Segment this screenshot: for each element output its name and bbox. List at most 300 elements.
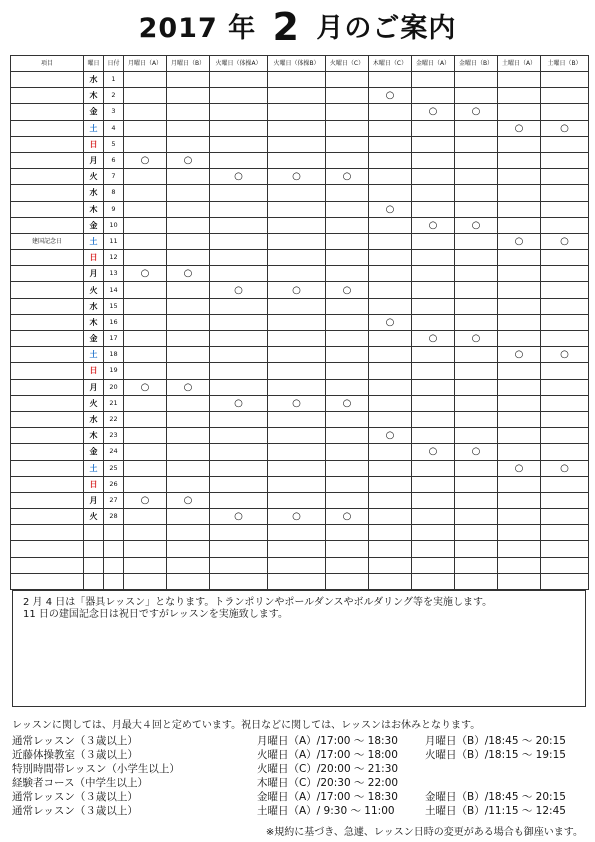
empty-cell <box>124 136 167 152</box>
date-cell: 12 <box>104 250 124 266</box>
empty-cell <box>498 525 541 541</box>
empty-cell <box>455 411 498 427</box>
weekday-cell: 月 <box>84 266 104 282</box>
empty-cell <box>369 136 412 152</box>
empty-cell <box>268 233 326 249</box>
column-header: 月曜日（A） <box>124 56 167 72</box>
empty-cell <box>498 266 541 282</box>
date-cell: 19 <box>104 363 124 379</box>
table-row <box>11 104 589 120</box>
empty-cell <box>541 573 589 589</box>
lesson-mark: ○ <box>124 379 167 395</box>
empty-cell <box>412 250 455 266</box>
weekday-cell: 木 <box>84 314 104 330</box>
empty-cell <box>412 379 455 395</box>
empty-cell <box>455 492 498 508</box>
empty-cell <box>124 460 167 476</box>
empty-cell <box>498 136 541 152</box>
lesson-mark: ○ <box>326 395 369 411</box>
lesson-mark: ○ <box>369 314 412 330</box>
empty-cell <box>541 282 589 298</box>
empty-cell <box>369 233 412 249</box>
date-cell: 5 <box>104 136 124 152</box>
empty-cell <box>412 201 455 217</box>
empty-cell <box>369 250 412 266</box>
lesson-mark: ○ <box>326 282 369 298</box>
empty-cell <box>369 379 412 395</box>
empty-cell <box>210 314 268 330</box>
empty-cell <box>498 185 541 201</box>
empty-cell <box>455 395 498 411</box>
empty-cell <box>412 282 455 298</box>
table-row <box>11 395 589 411</box>
empty-cell <box>268 314 326 330</box>
empty-cell <box>369 444 412 460</box>
table-row <box>11 250 589 266</box>
empty-cell <box>369 509 412 525</box>
date-cell: 15 <box>104 298 124 314</box>
lesson-rule-text: レッスンに関しては、月最大４回と定めています。祝日などに関しては、レッスンはお休みとなります。 <box>12 720 481 731</box>
item-cell: 建国記念日 <box>11 233 84 249</box>
empty-cell <box>268 217 326 233</box>
lesson-mark: ○ <box>167 379 210 395</box>
empty-cell <box>541 525 589 541</box>
empty-cell <box>369 72 412 88</box>
empty-cell <box>412 266 455 282</box>
empty-cell <box>541 492 589 508</box>
lesson-mark: ○ <box>412 104 455 120</box>
date-cell <box>104 557 124 573</box>
lesson-calendar-table <box>10 55 589 590</box>
empty-cell <box>412 476 455 492</box>
empty-cell <box>167 444 210 460</box>
item-cell <box>11 136 84 152</box>
empty-cell <box>369 476 412 492</box>
empty-cell <box>326 314 369 330</box>
lesson-mark: ○ <box>369 88 412 104</box>
empty-cell <box>541 104 589 120</box>
table-row <box>11 88 589 104</box>
lesson-mark: ○ <box>167 266 210 282</box>
empty-cell <box>124 347 167 363</box>
empty-cell <box>167 250 210 266</box>
empty-cell <box>541 217 589 233</box>
empty-cell <box>167 104 210 120</box>
empty-cell <box>369 492 412 508</box>
lesson-mark: ○ <box>210 509 268 525</box>
column-header: 土曜日（A） <box>498 56 541 72</box>
empty-cell <box>210 104 268 120</box>
column-header: 火曜日（C） <box>326 56 369 72</box>
item-cell <box>11 557 84 573</box>
empty-cell <box>167 460 210 476</box>
empty-cell <box>541 428 589 444</box>
table-row <box>11 476 589 492</box>
empty-cell <box>455 250 498 266</box>
empty-cell <box>210 428 268 444</box>
lesson-mark: ○ <box>210 169 268 185</box>
empty-cell <box>369 185 412 201</box>
column-header: 金曜日（A） <box>412 56 455 72</box>
date-cell: 1 <box>104 72 124 88</box>
empty-cell <box>167 411 210 427</box>
empty-cell <box>124 557 167 573</box>
empty-cell <box>210 411 268 427</box>
schedule-time-2: 月曜日（B）/18:45 ～ 20:15 <box>425 735 566 747</box>
schedule-course-name: 特別時間帯レッスン（小学生以上） <box>12 763 180 775</box>
empty-cell <box>455 185 498 201</box>
item-cell <box>11 314 84 330</box>
item-cell <box>11 104 84 120</box>
empty-cell <box>369 541 412 557</box>
schedule-course-name: 通常レッスン（３歳以上） <box>12 805 138 817</box>
empty-cell <box>455 557 498 573</box>
empty-cell <box>210 331 268 347</box>
empty-cell <box>210 573 268 589</box>
empty-cell <box>498 379 541 395</box>
weekday-cell: 木 <box>84 201 104 217</box>
empty-cell <box>412 314 455 330</box>
empty-cell <box>541 411 589 427</box>
notice-box <box>12 590 586 707</box>
title-year: 2017 年 <box>138 13 257 44</box>
empty-cell <box>326 136 369 152</box>
empty-cell <box>498 152 541 168</box>
lesson-mark: ○ <box>268 395 326 411</box>
empty-cell <box>412 557 455 573</box>
empty-cell <box>541 541 589 557</box>
empty-cell <box>210 476 268 492</box>
schedule-course-name: 経験者コース（中学生以上） <box>12 777 148 789</box>
empty-cell <box>268 557 326 573</box>
date-cell <box>104 525 124 541</box>
empty-cell <box>541 266 589 282</box>
weekday-cell: 月 <box>84 379 104 395</box>
empty-cell <box>124 169 167 185</box>
lesson-mark: ○ <box>412 444 455 460</box>
empty-cell <box>210 217 268 233</box>
empty-cell <box>268 266 326 282</box>
empty-cell <box>541 509 589 525</box>
table-row <box>11 460 589 476</box>
empty-cell <box>268 201 326 217</box>
empty-cell <box>498 104 541 120</box>
empty-cell <box>124 72 167 88</box>
weekday-cell <box>84 541 104 557</box>
date-cell: 27 <box>104 492 124 508</box>
empty-cell <box>369 331 412 347</box>
date-cell: 28 <box>104 509 124 525</box>
empty-cell <box>124 525 167 541</box>
empty-cell <box>210 152 268 168</box>
lesson-mark: ○ <box>541 120 589 136</box>
item-cell <box>11 217 84 233</box>
empty-cell <box>541 185 589 201</box>
empty-cell <box>541 169 589 185</box>
empty-cell <box>326 460 369 476</box>
empty-cell <box>124 509 167 525</box>
schedule-course-name: 通常レッスン（３歳以上） <box>12 735 138 747</box>
item-cell <box>11 185 84 201</box>
empty-cell <box>369 573 412 589</box>
item-cell <box>11 282 84 298</box>
empty-cell <box>498 217 541 233</box>
empty-cell <box>124 411 167 427</box>
empty-cell <box>541 363 589 379</box>
empty-cell <box>210 72 268 88</box>
table-row <box>11 557 589 573</box>
empty-cell <box>124 363 167 379</box>
weekday-cell: 金 <box>84 104 104 120</box>
title-suffix: 月のご案内 <box>316 13 457 44</box>
column-header: 土曜日（B） <box>541 56 589 72</box>
empty-cell <box>498 395 541 411</box>
schedule-row <box>12 748 587 762</box>
lesson-mark: ○ <box>412 331 455 347</box>
empty-cell <box>210 557 268 573</box>
weekday-cell: 土 <box>84 120 104 136</box>
table-row <box>11 411 589 427</box>
date-cell: 17 <box>104 331 124 347</box>
empty-cell <box>268 444 326 460</box>
table-row <box>11 201 589 217</box>
table-row <box>11 363 589 379</box>
empty-cell <box>210 298 268 314</box>
weekday-cell: 水 <box>84 185 104 201</box>
item-cell <box>11 525 84 541</box>
lesson-mark: ○ <box>167 492 210 508</box>
empty-cell <box>455 314 498 330</box>
date-cell: 4 <box>104 120 124 136</box>
date-cell: 2 <box>104 88 124 104</box>
empty-cell <box>268 411 326 427</box>
empty-cell <box>369 363 412 379</box>
empty-cell <box>124 88 167 104</box>
empty-cell <box>412 492 455 508</box>
empty-cell <box>369 217 412 233</box>
empty-cell <box>541 476 589 492</box>
weekday-cell: 火 <box>84 395 104 411</box>
column-header: 曜日 <box>84 56 104 72</box>
schedule-time-1: 火曜日（A）/17:00 ～ 18:00 <box>257 749 398 761</box>
date-cell: 10 <box>104 217 124 233</box>
weekday-cell <box>84 557 104 573</box>
empty-cell <box>167 282 210 298</box>
schedule-time-1: 火曜日（C）/20:00 ～ 21:30 <box>257 763 399 775</box>
lesson-schedule <box>12 734 587 818</box>
empty-cell <box>326 88 369 104</box>
empty-cell <box>369 169 412 185</box>
item-cell <box>11 266 84 282</box>
table-row <box>11 314 589 330</box>
empty-cell <box>455 136 498 152</box>
page-title <box>0 5 595 49</box>
table-row <box>11 266 589 282</box>
empty-cell <box>167 347 210 363</box>
empty-cell <box>326 573 369 589</box>
date-cell: 3 <box>104 104 124 120</box>
item-cell <box>11 298 84 314</box>
schedule-time-2: 金曜日（B）/18:45 ～ 20:15 <box>425 791 566 803</box>
empty-cell <box>412 347 455 363</box>
empty-cell <box>412 233 455 249</box>
empty-cell <box>455 88 498 104</box>
weekday-cell: 金 <box>84 217 104 233</box>
empty-cell <box>326 152 369 168</box>
empty-cell <box>498 363 541 379</box>
empty-cell <box>369 347 412 363</box>
lesson-mark: ○ <box>369 428 412 444</box>
lesson-mark: ○ <box>369 201 412 217</box>
empty-cell <box>326 557 369 573</box>
empty-cell <box>455 476 498 492</box>
empty-cell <box>124 331 167 347</box>
empty-cell <box>326 233 369 249</box>
empty-cell <box>268 525 326 541</box>
table-row <box>11 379 589 395</box>
empty-cell <box>455 298 498 314</box>
date-cell: 16 <box>104 314 124 330</box>
column-header: 木曜日（C） <box>369 56 412 72</box>
empty-cell <box>326 411 369 427</box>
empty-cell <box>167 395 210 411</box>
empty-cell <box>124 233 167 249</box>
empty-cell <box>412 152 455 168</box>
date-cell: 11 <box>104 233 124 249</box>
lesson-mark: ○ <box>455 331 498 347</box>
lesson-mark: ○ <box>498 460 541 476</box>
empty-cell <box>498 282 541 298</box>
item-cell <box>11 541 84 557</box>
title-month: 2 <box>272 5 300 49</box>
item-cell <box>11 363 84 379</box>
empty-cell <box>455 347 498 363</box>
date-cell: 7 <box>104 169 124 185</box>
table-row <box>11 152 589 168</box>
empty-cell <box>369 298 412 314</box>
empty-cell <box>167 201 210 217</box>
empty-cell <box>369 525 412 541</box>
footer-note: ※規約に基づき、急遽、レッスン日時の変更がある場合も御座います。 <box>265 827 583 838</box>
empty-cell <box>326 363 369 379</box>
empty-cell <box>268 298 326 314</box>
lesson-mark: ○ <box>455 217 498 233</box>
schedule-course-name: 通常レッスン（３歳以上） <box>12 791 138 803</box>
empty-cell <box>412 120 455 136</box>
schedule-time-1: 土曜日（A）/ 9:30 ～ 11:00 <box>257 805 395 817</box>
empty-cell <box>541 88 589 104</box>
empty-cell <box>498 201 541 217</box>
empty-cell <box>412 169 455 185</box>
weekday-cell: 木 <box>84 88 104 104</box>
empty-cell <box>167 476 210 492</box>
empty-cell <box>412 525 455 541</box>
table-row <box>11 492 589 508</box>
empty-cell <box>210 266 268 282</box>
empty-cell <box>124 217 167 233</box>
lesson-mark: ○ <box>124 266 167 282</box>
empty-cell <box>167 363 210 379</box>
empty-cell <box>369 104 412 120</box>
empty-cell <box>412 298 455 314</box>
lesson-mark: ○ <box>268 169 326 185</box>
item-cell <box>11 509 84 525</box>
schedule-time-1: 金曜日（A）/17:00 ～ 18:30 <box>257 791 398 803</box>
weekday-cell: 水 <box>84 72 104 88</box>
empty-cell <box>369 120 412 136</box>
empty-cell <box>455 509 498 525</box>
empty-cell <box>498 314 541 330</box>
empty-cell <box>268 347 326 363</box>
empty-cell <box>268 476 326 492</box>
item-cell <box>11 120 84 136</box>
weekday-cell: 日 <box>84 363 104 379</box>
date-cell: 26 <box>104 476 124 492</box>
empty-cell <box>167 217 210 233</box>
empty-cell <box>210 136 268 152</box>
weekday-cell: 土 <box>84 347 104 363</box>
empty-cell <box>210 185 268 201</box>
empty-cell <box>541 298 589 314</box>
empty-cell <box>369 460 412 476</box>
table-row <box>11 347 589 363</box>
lesson-mark: ○ <box>124 492 167 508</box>
empty-cell <box>124 476 167 492</box>
empty-cell <box>124 541 167 557</box>
table-row <box>11 509 589 525</box>
empty-cell <box>326 120 369 136</box>
empty-cell <box>124 120 167 136</box>
empty-cell <box>412 541 455 557</box>
empty-cell <box>268 250 326 266</box>
empty-cell <box>268 379 326 395</box>
weekday-cell: 日 <box>84 476 104 492</box>
lesson-mark: ○ <box>326 509 369 525</box>
table-row <box>11 169 589 185</box>
item-cell <box>11 411 84 427</box>
empty-cell <box>268 460 326 476</box>
empty-cell <box>326 72 369 88</box>
empty-cell <box>268 331 326 347</box>
empty-cell <box>268 152 326 168</box>
empty-cell <box>210 363 268 379</box>
empty-cell <box>326 444 369 460</box>
empty-cell <box>455 541 498 557</box>
empty-cell <box>498 541 541 557</box>
empty-cell <box>541 201 589 217</box>
empty-cell <box>455 525 498 541</box>
weekday-cell: 水 <box>84 411 104 427</box>
item-cell <box>11 395 84 411</box>
item-cell <box>11 72 84 88</box>
empty-cell <box>369 557 412 573</box>
date-cell: 18 <box>104 347 124 363</box>
schedule-row <box>12 734 587 748</box>
empty-cell <box>455 120 498 136</box>
empty-cell <box>326 185 369 201</box>
lesson-mark: ○ <box>167 152 210 168</box>
notice-line: 2 月 4 日は「器具レッスン」となります。トランポリンやポールダンスやボルダリング等を実施します。 <box>23 597 493 608</box>
empty-cell <box>167 298 210 314</box>
date-cell: 20 <box>104 379 124 395</box>
lesson-mark: ○ <box>412 217 455 233</box>
schedule-row <box>12 776 587 790</box>
empty-cell <box>268 363 326 379</box>
empty-cell <box>412 395 455 411</box>
empty-cell <box>268 136 326 152</box>
empty-cell <box>326 492 369 508</box>
empty-cell <box>541 444 589 460</box>
